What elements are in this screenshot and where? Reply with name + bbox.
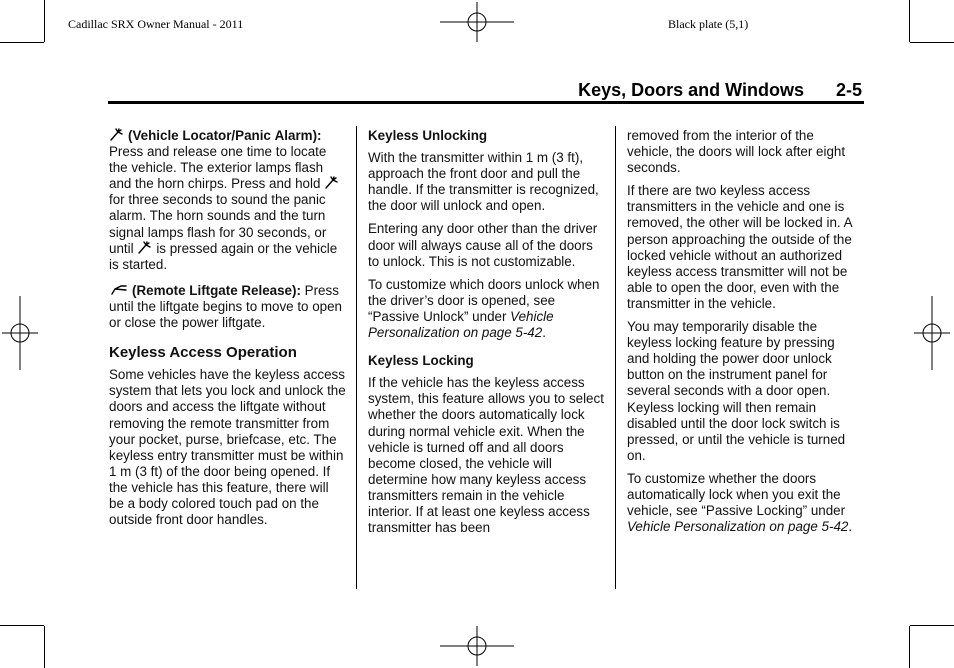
header-rule xyxy=(108,101,864,104)
page-number: 2-5 xyxy=(836,80,863,100)
registration-mark-left xyxy=(2,296,38,370)
vehicle-personalization-link[interactable]: Vehicle Personalization on page 5-42 xyxy=(368,308,554,341)
crop-mark xyxy=(44,0,45,42)
section-paragraph: Some vehicles have the keyless access system that lets you lock and unlock the doors and access the liftgate without removing the remote transmitter from your pocket, purse, briefcase, etc. The keyless entry transmitter must be within 1 m (3 ft) of the door being opened. If the vehicle has this feature, there will be a body colored touch pad on the outside front door handles. xyxy=(109,367,346,528)
column-1 xyxy=(109,128,347,535)
crop-mark xyxy=(0,42,44,43)
column-3 xyxy=(627,128,857,542)
keyless-unlocking-heading: Keyless Unlocking xyxy=(368,128,488,143)
page-title: Keys, Doors and Windows xyxy=(578,80,804,100)
liftgate-paragraph xyxy=(109,283,347,331)
remote-liftgate-icon xyxy=(109,283,129,296)
liftgate-title: (Remote Liftgate Release): xyxy=(132,282,301,298)
crop-mark xyxy=(909,626,910,668)
locking-paragraph-1: If the vehicle has the keyless access system, this feature allows you to select whether the doors automatically lock during normal vehicle exit. When the vehicle is turned off and all doors become closed, the vehicle will determine how many keyless access transmitters remain in the vehicle interior. If at least one keyless access transmitter has been xyxy=(368,375,604,536)
vehicle-locator-title-2: Alarm): xyxy=(274,128,322,143)
col3-paragraph-4-text: To customize whether the doors automatically lock when you exit the vehicle, see “Passive Locking” under xyxy=(627,470,846,519)
keyless-locking-heading: Keyless Locking xyxy=(368,353,474,369)
col3-paragraph-3: You may temporarily disable the keyless locking feature by pressing and holding the power door unlock button on the instrument panel for several seconds with a door open. Keyless locking will then remain disabled until the door lock switch is pressed, or until the vehicle is turned on. xyxy=(627,319,846,463)
col3-paragraph-1: removed from the interior of the vehicle, the doors will lock after eight seconds. xyxy=(627,128,846,176)
liftgate-text: Press until the liftgate begins to move to open or close the power liftgate. xyxy=(109,282,343,331)
vehicle-locator-title: (Vehicle Locator/Panic xyxy=(128,128,271,143)
vehicle-locator-panic-icon xyxy=(324,176,340,189)
unlocking-paragraph-3-end: . xyxy=(542,325,546,341)
plate-left-label: Cadillac SRX Owner Manual - 2011 xyxy=(68,17,244,31)
col3-paragraph-2: If there are two keyless access transmitters in the vehicle and one is removed, the other will be locked in. A person approaching the outside of the locked vehicle without an authorized keyless access transmitter will not be able to open the door, even with the transmitter in the vehicle. xyxy=(627,183,852,311)
unlocking-paragraph-3-text: To customize which doors unlock when the driver’s door is opened, see “Passive Unlock” under xyxy=(368,276,600,324)
vehicle-personalization-link[interactable]: Vehicle Personalization on page 5-42 xyxy=(627,519,849,535)
vehicle-locator-paragraph xyxy=(109,128,347,273)
vehicle-locator-text-2: for three seconds to sound the panic alarm. The horn sounds and the turn signal lamps flash for 30 seconds, or until xyxy=(109,192,327,256)
registration-mark-top xyxy=(440,2,514,42)
unlocking-paragraph-1: With the transmitter within 1 m (3 ft), approach the front door and pull the handle. If the transmitter is recognized, the door will unlock and open. xyxy=(368,150,599,214)
col3-paragraph-4-end: . xyxy=(848,519,853,535)
unlocking-paragraph-2: Entering any door other than the driver door will always cause all of the doors to unlock. This is not customizable. xyxy=(368,221,598,269)
registration-mark-bottom xyxy=(440,626,514,666)
crop-mark xyxy=(0,625,44,626)
unlocking-paragraph-3 xyxy=(368,277,606,341)
crop-mark xyxy=(910,42,954,43)
section-heading: Keyless Access Operation xyxy=(109,344,297,362)
crop-mark xyxy=(909,0,910,42)
vehicle-locator-panic-icon xyxy=(109,128,125,141)
vehicle-locator-text-3: is pressed again or the vehicle is started. xyxy=(109,240,338,272)
column-2 xyxy=(368,128,606,543)
column-divider xyxy=(356,126,357,589)
crop-mark xyxy=(44,626,45,668)
col3-paragraph-4 xyxy=(627,471,857,535)
crop-mark xyxy=(910,625,954,626)
vehicle-locator-text-1: Press and release one time to locate the vehicle. The exterior lamps flash and the horn chirps. Press and hold xyxy=(109,144,327,192)
plate-right-label: Black plate (5,1) xyxy=(668,17,749,31)
vehicle-locator-panic-icon xyxy=(137,241,153,254)
column-divider xyxy=(615,126,616,589)
registration-mark-right xyxy=(914,296,950,370)
